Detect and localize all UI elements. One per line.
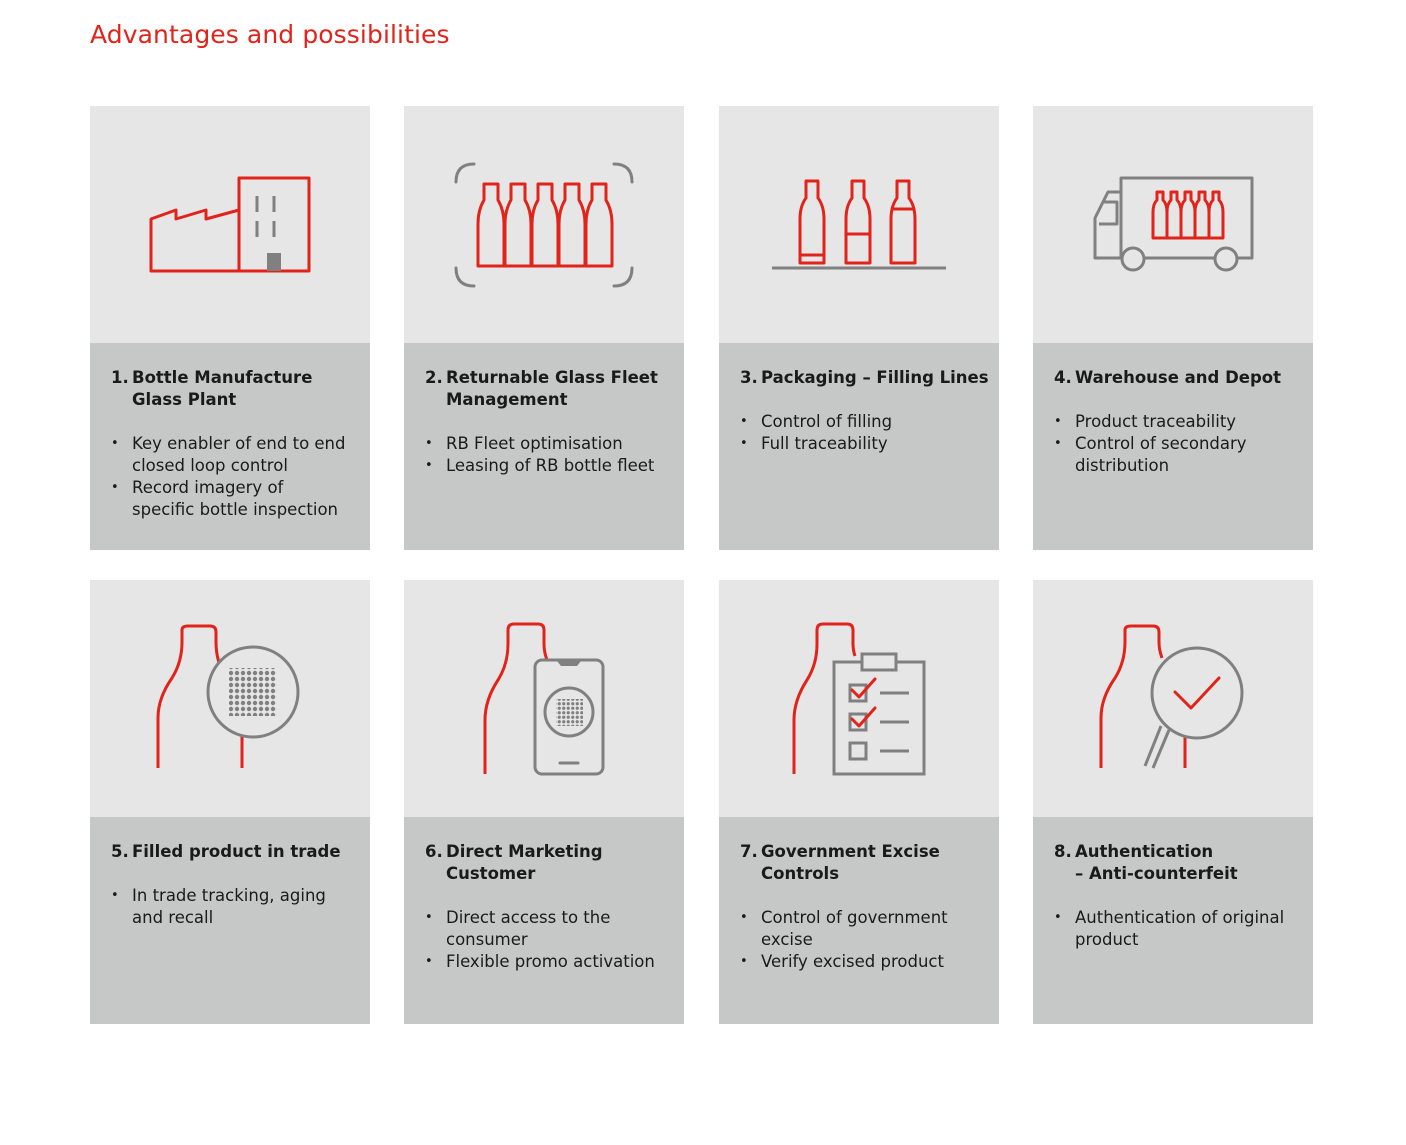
card-text-area	[719, 817, 999, 1024]
card-packaging-filling-lines	[719, 106, 999, 550]
card-bullets	[425, 907, 675, 973]
delivery-truck-icon	[1033, 106, 1313, 343]
card-title: 8. Authentication – Anti-counterfeit	[1054, 842, 1238, 883]
card-text-area	[90, 817, 370, 1024]
card-title: 1. Bottle Manufacture Glass Plant	[111, 368, 313, 409]
card-bullets	[740, 411, 990, 455]
card-icon-area	[719, 106, 999, 343]
factory-icon	[90, 106, 370, 343]
bottle-checklist-icon	[719, 580, 999, 817]
card-authentication	[1033, 580, 1313, 1024]
list-item: • Control of government excise	[740, 907, 990, 951]
card-bullets	[740, 907, 990, 973]
list-item: • Flexible promo activation	[425, 951, 675, 973]
bottle-code-scan-icon	[90, 580, 370, 817]
page-title: Advantages and possibilities	[90, 20, 450, 49]
card-bottle-manufacture	[90, 106, 370, 550]
list-item: • Control of secondary distribution	[1054, 433, 1304, 477]
card-title: 7. Government Excise Controls	[740, 842, 940, 883]
card-text-area	[719, 343, 999, 550]
card-bullets	[1054, 411, 1304, 477]
card-bullets	[111, 885, 361, 929]
list-item: • Record imagery of specific bottle inspection	[111, 477, 361, 521]
card-warehouse-depot	[1033, 106, 1313, 550]
card-icon-area	[404, 106, 684, 343]
list-item: • Verify excised product	[740, 951, 990, 973]
card-title: 2. Returnable Glass Fleet Management	[425, 368, 658, 409]
card-icon-area	[90, 106, 370, 343]
card-bullets	[1054, 907, 1304, 951]
card-returnable-glass-fleet	[404, 106, 684, 550]
card-text-area	[90, 343, 370, 550]
card-title: 6. Direct Marketing Customer	[425, 842, 603, 883]
card-government-excise	[719, 580, 999, 1024]
card-icon-area	[1033, 580, 1313, 817]
card-icon-area	[1033, 106, 1313, 343]
filling-line-icon	[719, 106, 999, 343]
list-item: • Leasing of RB bottle fleet	[425, 455, 675, 477]
list-item: • Direct access to the consumer	[425, 907, 675, 951]
card-text-area	[1033, 817, 1313, 1024]
card-title: 4. Warehouse and Depot	[1054, 368, 1282, 387]
card-icon-area	[404, 580, 684, 817]
list-item: • In trade tracking, aging and recall	[111, 885, 361, 929]
list-item: • Full traceability	[740, 433, 990, 455]
bottle-fleet-icon	[404, 106, 684, 343]
list-item: • Product traceability	[1054, 411, 1304, 433]
card-icon-area	[90, 580, 370, 817]
card-direct-marketing	[404, 580, 684, 1024]
card-filled-product-trade	[90, 580, 370, 1024]
bottle-smartphone-icon	[404, 580, 684, 817]
card-title: 5. Filled product in trade	[111, 842, 341, 861]
card-bullets	[111, 433, 361, 521]
list-item: • Key enabler of end to end closed loop control	[111, 433, 361, 477]
card-text-area	[404, 343, 684, 550]
list-item: • Authentication of original product	[1054, 907, 1304, 951]
card-icon-area	[719, 580, 999, 817]
list-item: • RB Fleet optimisation	[425, 433, 675, 455]
card-bullets	[425, 433, 675, 477]
card-text-area	[1033, 343, 1313, 550]
list-item: • Control of filling	[740, 411, 990, 433]
card-title: 3. Packaging – Filling Lines	[740, 368, 989, 387]
card-text-area	[404, 817, 684, 1024]
bottle-magnifier-check-icon	[1033, 580, 1313, 817]
